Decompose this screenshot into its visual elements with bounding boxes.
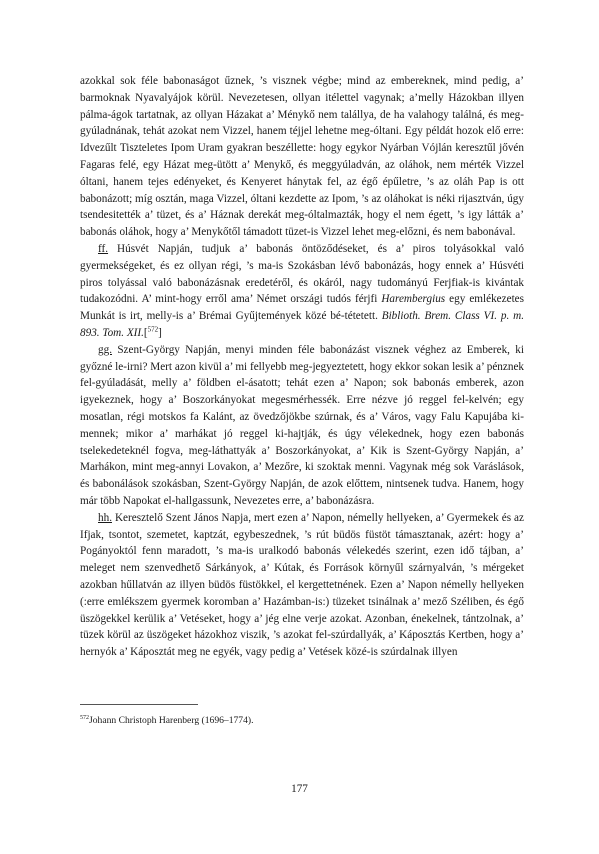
italic-text: Biblioth. Brem. Class VI. p. m. 893. Tom. XII.	[80, 310, 525, 339]
text-run: ]	[158, 326, 162, 339]
text-run: Szent-György Napján, menyi minden féle babonázást visznek véghez az Emberek, ki győzné le-irni? Mert azon kivül a’ mi fellyebb meg-jegyeztetett, hogy ekkor sokan lesik a’ pénznek fel-gyúladását, melly a’ földben el-ásatott; tehát ezen a’ Napon; sok babonás emberek, azon igyekeznek, hogy a’ Boszorkányokat megesmérhessék. Erre nézve jó reggel fel-kelvén; egy mosatlan, régi motskos fa Kalánt, az övedzőjökbe szúrnak, és a’ Város, vagy Falu Kapujába ki-mennek; mikor a’ marhákat jó reggel ki-hajtják, és úgy vélekednek, hogy ezen babonás tselekedeteknél fogva, meg-láthattyák a’ Boszorkányokat, a’ Kik is Szent-György Napján, a’ Marhákon, mint meg-annyi Lovakon, a’ Mezőre, ki szoktak menni. Vagynak még sok Varáslások, és babonálások szokásban, Szent-György Napján, de azok előttem, nintsenek tudva. Hanem, hogy már több Napokat el-hallgassunk, Nevezetes erre, a’ babonázásra.	[80, 343, 524, 507]
paragraph	[80, 510, 524, 661]
footnote-reference: 572	[147, 325, 159, 334]
body-text	[80, 73, 524, 661]
paragraph	[80, 342, 524, 510]
paragraph	[80, 73, 524, 241]
text-run: azokkal sok féle babonaságot űznek, ’s visznek végbe; mind az embereknek, mind pedig, a’ barmoknak Nyavalyájok körül. Nevezetesen, ollyan itélettel vagynak; a’melly Házokban illyen pálma-ágok tartatnak, az ollyan Házakat a’ Ménykő nem talállya, de ha valahogy találná, és meg-gyúladnának, tehát azokat nem Vizzel, hanem téjjel lehetne meg-óltani. Egy példát hozok elő erre: Idvezűlt Tiszteletes Ipom Uram gyakran beszéllette: hogy egykor Nyárban Vójlán keresztűl jővén Fagaras felé, egy Házat meg-ütött a’ Menykő, és meggyúladván, az oláhok, nem mérték Vizzel óltani, hanem tejes edényeket, és Kenyeret hánytak fel, az égő épűletre, ’s az oláh Pap is ott babonázott; míg osztán, maga Vizzel, óltani kezdette az Ipom, ’s az oláhokat is néki rijasztván, úgy tsendesitették a’ tüzet, és a’ Háznak derekát meg-óltalmazták, hogy el nem égett, ’s igy látták a’ babonás oláhok, hogy a’ Menykőtől támadott tüzet-is Vizzel lehet meg-előzni, és nem babonával.	[80, 75, 524, 239]
text-run: Keresztelő Szent János Napja, mert ezen a’ Napon, némelly hellyeken, a’ Gyermekek és az Ifjak, tsontot, szemetet, kaptzát, egybeszednek, ’s rút büdös füstöt támasztanak, azért: hogy a’ Pogányoktól fenn maradott, ’s ma-is uralkodó babonás vélekedés szerint, ezen idő tájban, a’ meleget nem szenvedhető Sárkányok, a’ Kútak, és Források környűl szárnyalván, ’s mérgeket azokban hűllatván az illyen büdös füstökkel, el kergettetnének. Ezen a’ Napon némelly hellyeken (:erre emlékszem gyermek koromban a’ Hazámban-is:) tüzeket tsinálnak a’ mező Széliben, és égő üszögekkel kerülik a’ Vetéseket, hogy a’ jég elne verje azokat. Azonban, énekelnek, tántzolnak, a’ tüzek körül az üszögeket házokhoz viszik, ’s azokat fel-szúrdallyák, a’ Káposztás Kertben, hogy a’ hernyók a’ Káposztát meg ne egyék, vagy pedig a’ Vetések közé-is szúrdalnak illyen	[80, 511, 524, 659]
paragraph	[80, 241, 524, 342]
footnote-divider	[80, 704, 198, 705]
section-marker: hh.	[98, 511, 112, 524]
italic-text: Harembergius	[381, 293, 446, 306]
text-run: Húsvét Napján, tudjuk a’ babonás öntöződéseket, és a’ piros tolyásokkal való gyermekségeket, és ez ollyan régi, ’s ma-is Szokásban lévő babonázás, hogy ennek a’ Húsvéti piros tolyással való babonázásnak eredetéről, és okáról, nagy tudományú Ferjfiak-is kivántak tudakozódni. A’ mint-hogy erről ama’ Német országi tudós férjfi	[80, 242, 524, 306]
footnote-number: 572	[80, 714, 89, 721]
text-run: [	[143, 326, 148, 339]
text-run: egy emlékezetes Munkát is irt, melly-is a’ Brémai Gyűjtemények közé bé-tétetett.	[80, 293, 524, 323]
page-number: 177	[291, 783, 308, 795]
section-marker: ff.	[98, 242, 109, 255]
footnote-text: Johann Christoph Harenberg (1696–1774).	[89, 715, 254, 726]
footnote	[80, 715, 524, 727]
section-marker: gg.	[98, 343, 112, 356]
